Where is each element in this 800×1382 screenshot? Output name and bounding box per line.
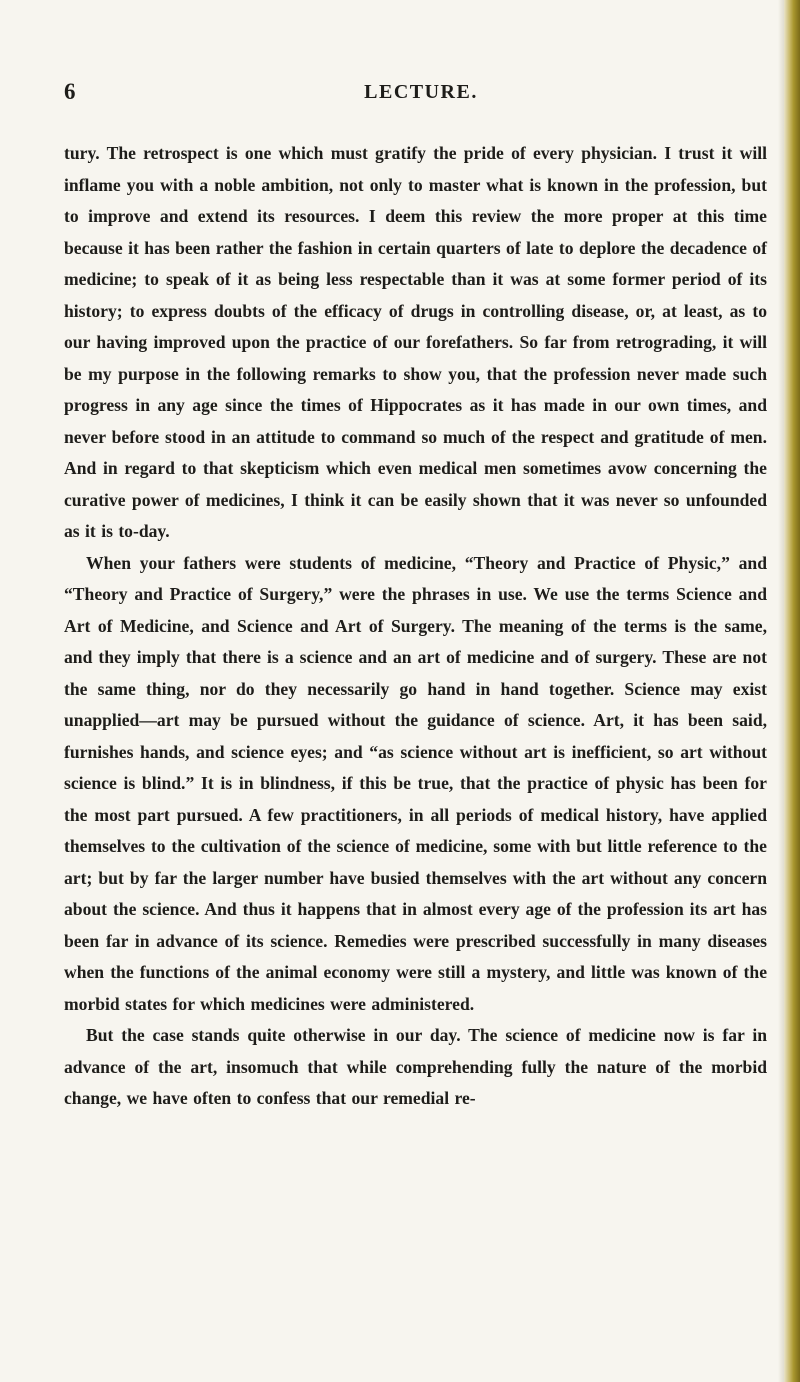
body-text — [64, 138, 767, 1115]
running-head: LECTURE. — [364, 81, 478, 103]
page-number: 6 — [64, 79, 76, 104]
paragraph-continuation: tury. The retrospect is one which must gratify the pride of every physician. I trust it will inflame you with a noble ambition, not only to master what is known in the profession, but to improve and extend its resources. I deem this review the more proper at this time because it has been rather the fashion in certain quarters of late to deplore the decadence of medicine; to speak of it as being less respectable than it was at some former period of its history; to express doubts of the efficacy of drugs in controlling disease, or, at least, as to our having improved upon the practice of our forefathers. So far from retrograding, it will be my purpose in the following remarks to show you, that the profession never made such progress in any age since the times of Hippocrates as it has made in our own times, and never before stood in an attitude to command so much of the respect and gratitude of men. And in regard to that skepticism which even medical men sometimes avow concerning the curative power of medicines, I think it can be easily shown that it was never so unfounded as it is to-day. — [64, 143, 767, 541]
paragraph-theory-and-practice: When your fathers were students of medicine, “Theory and Practice of Physic,” and “Theory and Practice of Surgery,” were the phrases in use. We use the terms Science and Art of Medicine, and Science and Art of Surgery. The meaning of the terms is the same, and they imply that there is a science and an art of medicine and of surgery. These are not the same thing, nor do they necessarily go hand in hand together. Science may exist unapplied—art may be pursued without the guidance of science. Art, it has been said, furnishes hands, and science eyes; and “as science without art is inefficient, so art without science is blind.” It is in blindness, if this be true, that the practice of physic has been for the most part pursued. A few practitioners, in all periods of medical history, have applied themselves to the cultivation of the science of medicine, some with but little reference to the art; but by far the larger number have busied themselves with the art without any concern about the science. And thus it happens that in almost every age of the profession its art has been far in advance of its science. Remedies were prescribed successfully in many diseases when the functions of the animal economy were still a mystery, and little was known of the morbid states for which medicines were administered. — [64, 552, 767, 1014]
gilt-page-edge — [784, 0, 800, 1382]
page-header — [64, 79, 764, 109]
paragraph-case-stands: But the case stands quite otherwise in our day. The science of medicine now is far in advance of the art, insomuch that while comprehending fully the nature of the morbid change, we have often to confess that our remedial re- — [64, 1025, 767, 1108]
